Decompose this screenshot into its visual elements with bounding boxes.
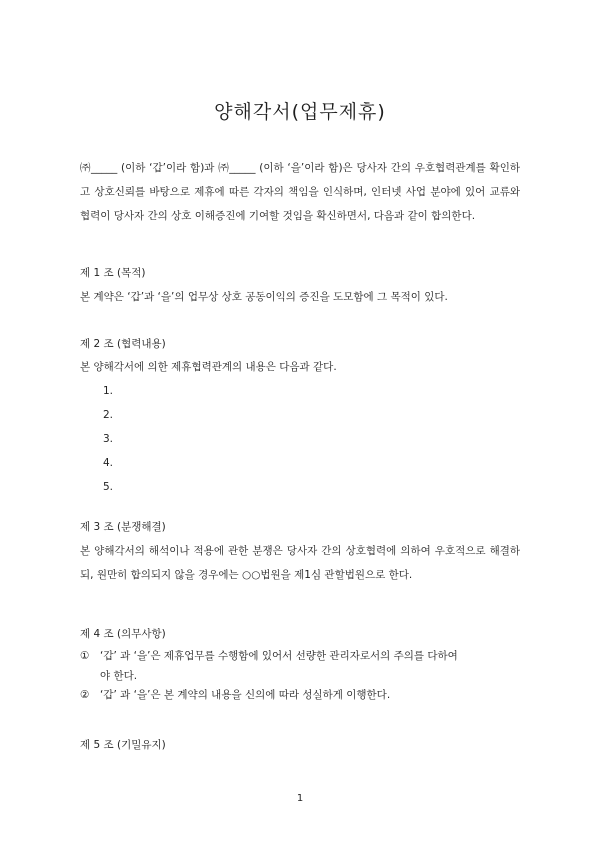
duty-text-continued: 야 한다.	[100, 670, 138, 682]
list-item: 2.	[103, 409, 114, 421]
article-1-body: 본 계약은 ‘갑’과 ‘을’의 업무상 상호 공동이익의 증진을 도모함에 그 목적이 있다.	[80, 291, 448, 303]
duty-marker: ②	[80, 689, 90, 701]
article-2-list	[103, 379, 113, 499]
duty-text: ‘갑’ 과 ‘을’은 본 계약의 내용을 신의에 따라 성실하게 이행한다.	[100, 689, 391, 701]
list-item: 3.	[103, 433, 114, 445]
article-1-heading: 제 1 조 (목적)	[80, 267, 146, 279]
article-4-duty-2	[80, 685, 520, 705]
article-3-heading: 제 3 조 (분쟁해결)	[80, 521, 166, 533]
page-number: 1	[296, 793, 304, 804]
article-2-body: 본 양해각서에 의한 제휴협력관계의 내용은 다음과 같다.	[80, 361, 337, 373]
article-5-heading: 제 5 조 (기밀유지)	[80, 739, 166, 751]
article-2-heading: 제 2 조 (협력내용)	[80, 338, 166, 350]
document-title: 양해각서(업무제휴)	[214, 101, 386, 123]
duty-text: ‘갑’ 과 ‘을’은 제휴업무를 수행함에 있어서 선량한 관리자로서의 주의를 다하여	[100, 650, 458, 662]
article-3-body: 본 양해각서의 해석이나 적용에 관한 분쟁은 당사자 간의 상호협력에 의하여 우호적으로 해결하되, 원만히 합의되지 않을 경우에는 ○○법원을 제1심 관할법원으로 한다.	[80, 545, 520, 581]
intro-paragraph: ㈜_____ (이하 ‘갑’이라 함)과 ㈜_____ (이하 ‘을’이라 함)은 당사자 간의 우호협력관계를 확인하고 상호신뢰를 바탕으로 제휴에 따른 각자의 책임을 인식하며, 인터넷 사업 분야에 있어 교류와 협력이 당사자 간의 상호 이해증진에 기여할 것임을 확신하면서, 다음과 같이 합의한다.	[80, 162, 520, 222]
article-4-duty-1	[80, 646, 520, 686]
list-item: 5.	[103, 481, 114, 493]
list-item: 1.	[103, 385, 114, 397]
list-item: 4.	[103, 457, 114, 469]
article-4-heading: 제 4 조 (의무사항)	[80, 628, 166, 640]
duty-marker: ①	[80, 650, 90, 662]
